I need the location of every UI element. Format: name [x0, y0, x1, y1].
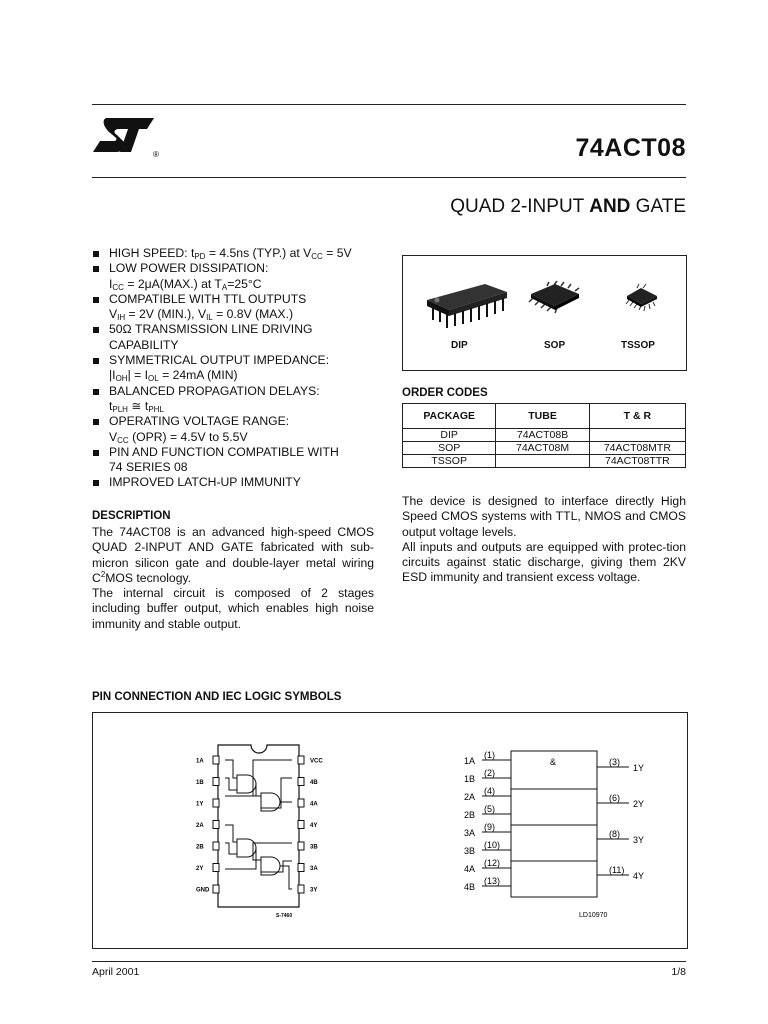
description-heading: DESCRIPTION: [92, 510, 171, 522]
iec-input-name: 4B: [464, 882, 476, 892]
iec-input-number: (1): [484, 750, 495, 760]
pin: [298, 842, 304, 850]
order-codes-col-package: PACKAGE: [403, 404, 496, 429]
pin: [213, 864, 219, 872]
pin-label: 1B: [196, 780, 204, 786]
pin: [298, 778, 304, 786]
order-codes-col-tube: TUBE: [496, 404, 589, 429]
iec-input-number: (5): [484, 804, 495, 814]
iec-input-number: (12): [484, 858, 501, 868]
iec-input-name: 3B: [464, 846, 476, 856]
feature-item: SYMMETRICAL OUTPUT IMPEDANCE: $|I_{OH}| = I_{OL} = 24mA$ (MIN): [92, 353, 392, 384]
iec-output-number: (8): [609, 829, 620, 839]
pin-label: VCC: [310, 758, 323, 765]
table-cell: DIP: [403, 429, 496, 442]
iec-input-name: 1B: [464, 774, 476, 784]
pin-label: 2B: [196, 844, 204, 851]
pin: [213, 756, 219, 764]
description-text-left: [92, 525, 374, 632]
table-cell: 74ACT08MTR: [589, 442, 685, 455]
pin-label: GND: [196, 887, 210, 894]
description-para-4: All inputs and outputs are equipped with protec-tion circuits against static discharge, giving them 2KV ESD immunity and transient excess voltage.: [402, 539, 686, 585]
device-subtitle: QUAD 2-INPUT AND GATE: [450, 196, 686, 217]
feature-item: IMPROVED LATCH-UP IMMUNITY: [92, 475, 392, 490]
pin-label: 3B: [310, 844, 318, 851]
feature-item: COMPATIBLE WITH TTL OUTPUTS $V_{IH} = 2V$ (MIN.), $V_{IL} = 0.8V$ (MAX.): [92, 292, 392, 323]
feature-item: OPERATING VOLTAGE RANGE: $V_{CC}$ (OPR) = 4.5V to 5.5V: [92, 414, 392, 445]
description-para-2: The internal circuit is composed of 2 stages including buffer output, which enables high noise immunity and stable output.: [92, 586, 374, 631]
iec-input-number: (2): [484, 768, 495, 778]
pin: [213, 885, 219, 893]
package-images-box: [402, 255, 687, 371]
tssop-package-image: [621, 282, 661, 314]
pin: [298, 885, 304, 893]
dip-package-image: [423, 274, 513, 332]
package-label-tssop: TSSOP: [621, 340, 655, 351]
feature-item: 50Ω TRANSMISSION LINE DRIVING CAPABILITY: [92, 322, 392, 353]
table-row: [403, 442, 686, 455]
table-row: [403, 429, 686, 442]
feature-item: PIN AND FUNCTION COMPATIBLE WITH 74 SERIES 08: [92, 445, 392, 476]
pin-label: 1Y: [196, 801, 204, 808]
iec-input-number: (10): [484, 840, 501, 850]
package-label-dip: DIP: [451, 340, 468, 351]
iec-output-name: 3Y: [633, 835, 645, 845]
svg-text:®: ®: [153, 150, 159, 159]
pin: [213, 799, 219, 807]
description-text-right: [402, 494, 686, 586]
description-para-1: The 74ACT08 is an advanced high-speed CMOS QUAD 2-INPUT AND GATE fabricated with sub-micron silicon gate and double-layer metal wiring $C^2MOS$ tecnology.: [92, 525, 374, 585]
header-rule-mid: [92, 177, 686, 178]
svg-text:LD10970: LD10970: [579, 912, 608, 919]
order-codes-heading: ORDER CODES: [402, 387, 488, 399]
iec-output-name: 1Y: [633, 763, 645, 773]
feature-item: BALANCED PROPAGATION DELAYS: $t_{PLH}$ ≅ $t_{PHL}$: [92, 384, 392, 415]
footer-page-number: 1/8: [671, 966, 686, 978]
iec-input-name: 3A: [464, 828, 476, 838]
pin: [298, 821, 304, 829]
svg-text:&: &: [550, 757, 557, 767]
svg-text:S-7460: S-7460: [276, 913, 293, 919]
order-codes-table: [402, 403, 686, 468]
pin-label: 3Y: [310, 887, 318, 894]
features-list: [92, 246, 392, 491]
iec-output-number: (11): [609, 865, 625, 875]
pin-label: 4B: [310, 780, 318, 786]
pin: [213, 778, 219, 786]
pin: [213, 842, 219, 850]
iec-output-name: 4Y: [633, 871, 645, 881]
pin: [298, 864, 304, 872]
pin-label: 2Y: [196, 866, 204, 872]
pin-label: 4A: [310, 801, 318, 808]
table-cell: TSSOP: [403, 455, 496, 468]
pin-diagrams: [93, 713, 687, 948]
description-para-3: The device is designed to interface directly High Speed CMOS systems with TTL, NMOS and CMOS output voltage levels.: [402, 494, 686, 539]
iec-input-number: (13): [484, 876, 501, 886]
table-cell: SOP: [403, 442, 496, 455]
iec-input-name: 1A: [464, 756, 476, 766]
pin: [298, 756, 304, 764]
iec-input-name: 2A: [464, 792, 476, 802]
pin-label: 1A: [196, 758, 204, 765]
pin-label: 4Y: [310, 823, 318, 829]
table-cell: 74ACT08B: [496, 429, 589, 442]
table-cell: [589, 429, 685, 442]
pin: [213, 821, 219, 829]
table-cell: [496, 455, 589, 468]
table-row: [403, 455, 686, 468]
iec-output-name: 2Y: [633, 799, 645, 809]
footer-rule: [92, 961, 686, 962]
pin-label: 3A: [310, 866, 318, 872]
package-label-sop: SOP: [544, 340, 566, 351]
pin-diagram-box: [92, 712, 688, 949]
iec-input-number: (9): [484, 822, 495, 832]
iec-input-number: (4): [484, 786, 495, 796]
feature-item: HIGH SPEED: $t_{PD} = 4.5ns$ (TYP.) at $V_{CC} = 5V$: [92, 246, 392, 261]
feature-item: LOW POWER DISSIPATION: $I_{CC} = 2\mu A(MAX.)$ at $T_A=25^\circ C$: [92, 261, 392, 292]
table-cell: 74ACT08M: [496, 442, 589, 455]
iec-output-number: (3): [609, 757, 620, 767]
iec-output-number: (6): [609, 793, 620, 803]
sop-package-image: [527, 280, 583, 316]
st-logo: [92, 114, 164, 162]
footer-date: April 2001: [92, 966, 140, 978]
order-codes-col-tr: T & R: [589, 404, 685, 429]
dip-pinout-diagram: [196, 745, 323, 919]
pin-label: 2A: [196, 823, 204, 829]
part-number: 74ACT08: [575, 134, 686, 162]
pin: [298, 799, 304, 807]
pin-section-heading: PIN CONNECTION AND IEC LOGIC SYMBOLS: [92, 691, 342, 703]
header-rule-top: [92, 104, 686, 105]
table-cell: 74ACT08TTR: [589, 455, 685, 468]
iec-logic-symbol: [464, 750, 644, 919]
order-codes-header-row: [403, 404, 686, 429]
iec-input-name: 2B: [464, 810, 476, 820]
iec-input-name: 4A: [464, 864, 476, 874]
